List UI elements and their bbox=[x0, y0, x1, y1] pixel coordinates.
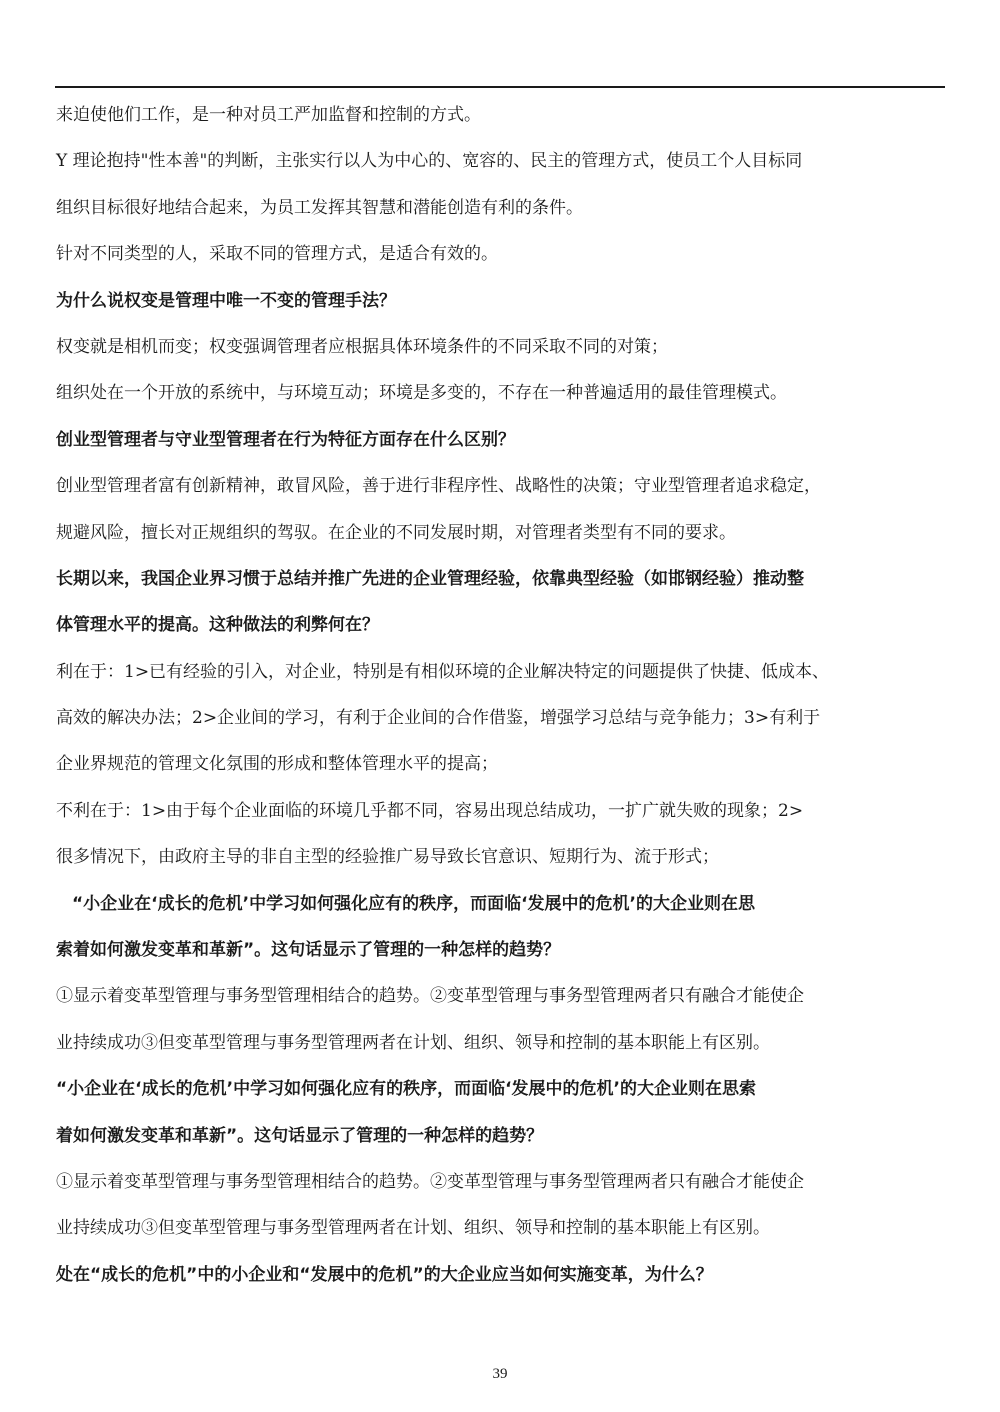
answer-line: 针对不同类型的人，采取不同的管理方式，是适合有效的。 bbox=[56, 244, 498, 265]
answer-line: 业持续成功③但变革型管理与事务型管理两者在计划、组织、领导和控制的基本职能上有区别。 bbox=[56, 1218, 770, 1239]
answer-line: 很多情况下，由政府主导的非自主型的经验推广易导致长官意识、短期行为、流于形式； bbox=[56, 847, 719, 868]
question-line: 创业型管理者与守业型管理者在行为特征方面存在什么区别？ bbox=[56, 429, 515, 450]
answer-line: 来迫使他们工作，是一种对员工严加监督和控制的方式。 bbox=[56, 105, 481, 125]
answer-line: 组织处在一个开放的系统中，与环境互动；环境是多变的，不存在一种普遍适用的最佳管理模式。 bbox=[56, 383, 787, 404]
question-line: 长期以来，我国企业界习惯于总结并推广先进的企业管理经验，依靠典型经验（如邯钢经验）推动整 bbox=[56, 568, 804, 589]
answer-line: Y 理论抱持"性本善"的判断，主张实行以人为中心的、宽容的、民主的管理方式，使员工个人目标同 bbox=[56, 151, 803, 172]
question-line: “小企业在‘成长的危机’中学习如何强化应有的秩序，而面临‘发展中的危机’的大企业则在思索 bbox=[56, 1079, 757, 1100]
answer-line: 组织目标很好地结合起来，为员工发挥其智慧和潜能创造有利的条件。 bbox=[56, 197, 583, 218]
answer-line: 高效的解决办法；2>企业间的学习，有利于企业间的合作借鉴，增强学习总结与竞争能力；3>有利于 bbox=[56, 708, 821, 729]
document-body bbox=[56, 92, 946, 1298]
answer-line: 不利在于：1>由于每个企业面临的环境几乎都不同，容易出现总结成功，一扩广就失败的现象；2> bbox=[56, 800, 804, 821]
page-number: 39 bbox=[492, 1366, 508, 1382]
question-line: 为什么说权变是管理中唯一不变的管理手法？ bbox=[56, 290, 396, 311]
answer-line: 业持续成功③但变革型管理与事务型管理两者在计划、组织、领导和控制的基本职能上有区别。 bbox=[56, 1032, 770, 1053]
header-rule bbox=[55, 86, 945, 88]
question-line: 着如何激发变革和革新”。这句话显示了管理的一种怎样的趋势？ bbox=[56, 1125, 544, 1146]
answer-line: ①显示着变革型管理与事务型管理相结合的趋势。②变革型管理与事务型管理两者只有融合才能使企 bbox=[56, 1171, 804, 1192]
question-line: 索着如何激发变革和革新”。这句话显示了管理的一种怎样的趋势？ bbox=[56, 940, 561, 961]
question-line: 处在“成长的危机”中的小企业和“发展中的危机”的大企业应当如何实施变革，为什么？ bbox=[56, 1264, 713, 1285]
answer-line: 规避风险，擅长对正规组织的驾驭。在企业的不同发展时期，对管理者类型有不同的要求。 bbox=[56, 522, 736, 543]
question-line: 体管理水平的提高。这种做法的利弊何在？ bbox=[56, 615, 379, 636]
answer-line: 企业界规范的管理文化氛围的形成和整体管理水平的提高； bbox=[56, 754, 498, 775]
answer-line: ①显示着变革型管理与事务型管理相结合的趋势。②变革型管理与事务型管理两者只有融合才能使企 bbox=[56, 986, 804, 1007]
question-line: “小企业在‘成长的危机’中学习如何强化应有的秩序，而面临‘发展中的危机’的大企业则在思 bbox=[72, 893, 756, 914]
answer-line: 权变就是相机而变；权变强调管理者应根据具体环境条件的不同采取不同的对策； bbox=[56, 336, 668, 357]
answer-line: 创业型管理者富有创新精神，敢冒风险，善于进行非程序性、战略性的决策；守业型管理者追求稳定， bbox=[56, 476, 821, 497]
answer-line: 利在于：1>已有经验的引入，对企业，特别是有相似环境的企业解决特定的问题提供了快捷、低成本、 bbox=[56, 661, 830, 682]
